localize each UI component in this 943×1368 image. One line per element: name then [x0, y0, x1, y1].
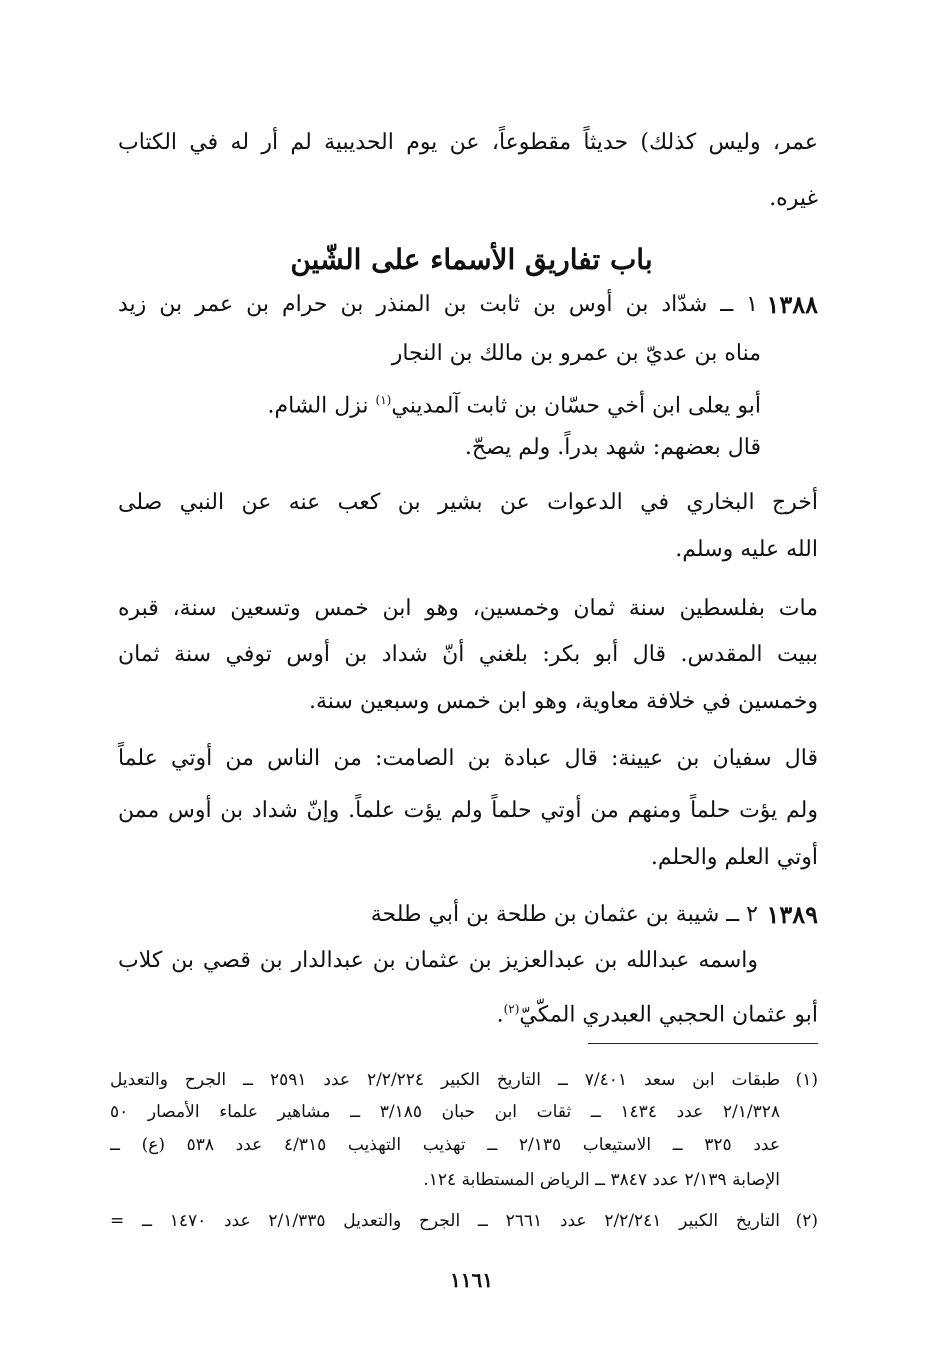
para-1-line-2: الله عليه وسلم. — [675, 537, 818, 562]
footnote-1-line-1: طبقات ابن سعد ٧/٤٠١ ــ التاريخ الكبير ٢/٢/٢٢٤ عدد ٢٥٩١ ــ الجرح والتعديل — [110, 1070, 781, 1090]
entry-kunya: أبو عثمان الحجبي العبدري المكّيّ — [519, 1002, 818, 1028]
entry-index: ١ ــ — [720, 292, 758, 317]
entry-1388-line-2: مناه بن عديّ بن عمرو بن مالك بن النجار — [391, 341, 761, 366]
footnote-1-marker: (١) — [795, 1070, 818, 1090]
entry-kunya-rest: . — [496, 1002, 504, 1028]
entry-kunya: أبو يعلى ابن أخي حسّان بن ثابت آلمديني — [391, 393, 761, 419]
entry-1389-line-3 — [497, 994, 818, 1030]
footnote-ref-1[interactable]: (١) — [375, 393, 392, 407]
entry-1389-line-2: واسمه عبدالله بن عبدالعزيز بن عثمان بن عبدالدار بن قصي بن كلاب — [118, 948, 758, 973]
entry-1389-line-1 — [371, 900, 758, 930]
entry-1388-line-4: قال بعضهم: شهد بدراً. ولم يصحّ. — [464, 435, 761, 460]
entry-kunya-rest: نزل الشام. — [267, 393, 376, 419]
entry-index: ٢ ــ — [726, 902, 758, 927]
entry-1388-line-1 — [118, 290, 758, 320]
chapter-title: باب تفاريق الأسماء على الشّين — [290, 243, 653, 276]
footnote-2-marker: (٢) — [795, 1211, 818, 1231]
footnote-1-line-2: ٢/١/٣٢٨ عدد ١٤٣٤ ــ ثقات ابن حبان ٣/١٨٥ ــ مشاهير علماء الأمصار ٥٠ — [110, 1102, 780, 1122]
entry-1388-line-3 — [268, 385, 761, 421]
para-3-line-2: ولم يؤت حلماً ومنهم من أوتي حلماً ولم يؤت علماً. وإنّ شداد بن أوس ممن — [118, 798, 818, 823]
footnote-1-line-4: الإصابة ٢/١٣٩ عدد ٣٨٤٧ ــ الرياض المستطابة ١٢٤. — [423, 1170, 780, 1190]
entry-number-1389: ١٣٨٩ — [766, 900, 818, 929]
footnote-1-line-3: عدد ٣٢٥ ــ الاستيعاب ٢/١٣٥ ــ تهذيب التهذيب ٤/٣١٥ عدد ٥٣٨ (ع) ــ — [110, 1135, 780, 1155]
footnote-separator — [588, 1043, 818, 1044]
para-1-line-1: أخرج البخاري في الدعوات عن بشير بن كعب عنه عن النبي صلى — [118, 490, 818, 515]
entry-name-text: شيبة بن عثمان بن طلحة بن أبي طلحة — [370, 902, 720, 927]
entry-name-text: شدّاد بن أوس بن ثابت بن المنذر بن حرام بن عمر بن زيد — [118, 292, 708, 317]
intro-line-1: عمر، وليس كذلك) حديثاً مقطوعاً، عن يوم الحديبية لم أر له في الكتاب — [118, 130, 818, 155]
para-2-line-1: مات بفلسطين سنة ثمان وخمسين، وهو ابن خمس وتسعين سنة، قبره — [118, 596, 818, 621]
intro-line-2: غيره. — [769, 186, 818, 211]
entry-number-1388: ١٣٨٨ — [766, 290, 818, 319]
footnote-ref-2[interactable]: (٢) — [503, 1002, 520, 1016]
para-3-line-3: أوتي العلم والحلم. — [650, 845, 818, 870]
page-number: ١١٦١ — [450, 1268, 493, 1292]
para-2-line-3: وخمسين في خلافة معاوية، وهو ابن خمس وسبعين سنة. — [308, 689, 818, 714]
para-2-line-2: ببيت المقدس. قال أبو بكر: بلغني أنّ شداد بن أوس توفي سنة ثمان — [118, 642, 818, 667]
para-3-line-1: قال سفيان بن عيينة: قال عبادة بن الصامت: من الناس من أوتي علماً — [118, 746, 818, 771]
footnote-2-line-1: التاريخ الكبير ٢/٢/٢٤١ عدد ٢٦٦١ ــ الجرح والتعديل ٢/١/٣٣٥ عدد ١٤٧٠ ــ = — [110, 1211, 780, 1231]
